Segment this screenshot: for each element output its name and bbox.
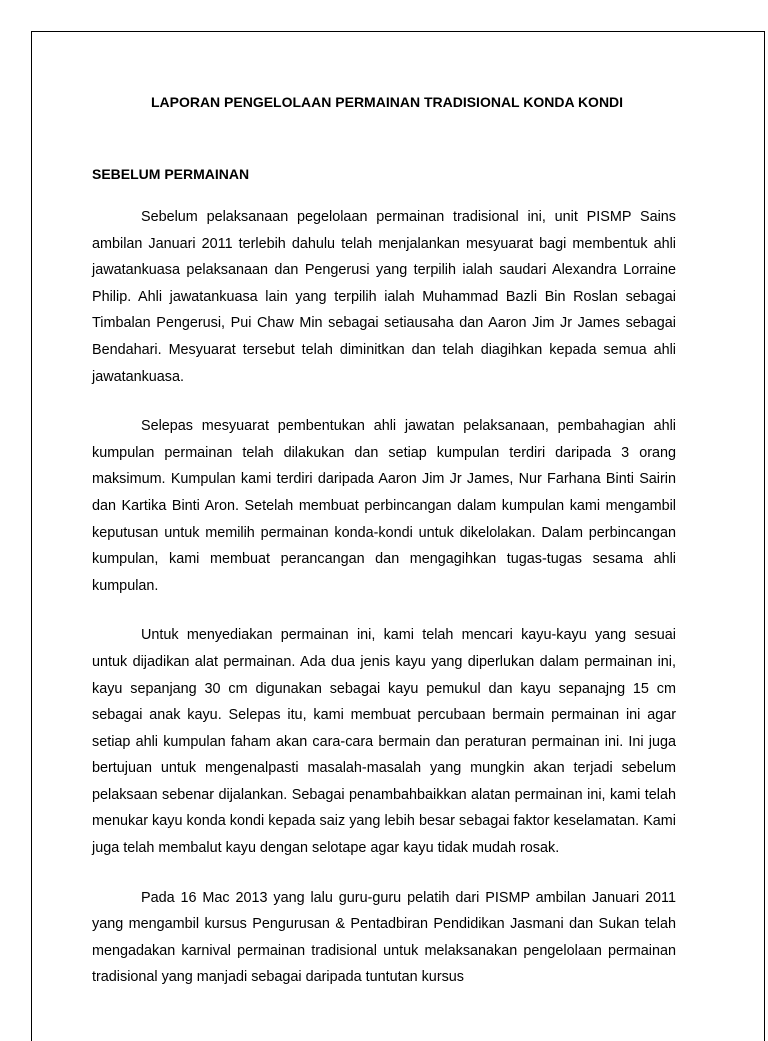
document-body	[92, 204, 676, 1014]
paragraph-2: Selepas mesyuarat pembentukan ahli jawatan pelaksanaan, pembahagian ahli kumpulan permainan telah dilakukan dan setiap kumpulan terdiri daripada 3 orang maksimum. Kumpulan kami terdiri daripada Aaron Jim Jr James, Nur Farhana Binti Sairin dan Kartika Binti Aron. Setelah membuat perbincangan dalam kumpulan kami mengambil keputusan untuk memilih permainan konda-kondi untuk dikelolakan. Dalam perbincangan kumpulan, kami membuat perancangan dan mengagihkan tugas-tugas sesama ahli kumpulan.	[92, 418, 676, 594]
document-title: LAPORAN PENGELOLAAN PERMAINAN TRADISIONAL KONDA KONDI	[150, 94, 624, 110]
paragraph-3: Untuk menyediakan permainan ini, kami telah mencari kayu-kayu yang sesuai untuk dijadikan alat permainan. Ada dua jenis kayu yang diperlukan dalam permainan ini, kayu sepanjang 30 cm digunakan sebagai kayu pemukul dan kayu sepanajng 15 cm sebagai anak kayu. Selepas itu, kami membuat percubaan bermain permainan ini agar setiap ahli kumpulan faham akan cara-cara bermain dan peraturan permainan ini. Ini juga bertujuan untuk mengenalpasti masalah-masalah yang mungkin akan terjadi sebelum pelaksaan sebenar dijalankan. Sebagai penambahbaikkan alatan permainan ini, kami telah menukar kayu konda kondi kepada saiz yang lebih besar sebagai faktor keselamatan. Kami juga telah membalut kayu dengan selotape agar kayu tidak mudah rosak.	[92, 627, 676, 857]
section-heading: SEBELUM PERMAINAN	[92, 166, 250, 182]
document-page	[31, 31, 765, 1041]
paragraph-1: Sebelum pelaksanaan pegelolaan permainan tradisional ini, unit PISMP Sains ambilan Januari 2011 terlebih dahulu telah menjalankan mesyuarat bagi membentuk ahli jawatankuasa pelaksanaan dan Pengerusi yang terpilih ialah saudari Alexandra Lorraine Philip. Ahli jawatankuasa lain yang terpilih ialah Muhammad Bazli Bin Roslan sebagai Timbalan Pengerusi, Pui Chaw Min sebagai setiausaha dan Aaron Jim Jr James sebagai Bendahari. Mesyuarat tersebut telah diminitkan dan telah diagihkan kepada semua ahli jawatankuasa.	[92, 209, 676, 385]
paragraph-4: Pada 16 Mac 2013 yang lalu guru-guru pelatih dari PISMP ambilan Januari 2011 yang mengambil kursus Pengurusan & Pentadbiran Pendidikan Jasmani dan Sukan telah mengadakan karnival permainan tradisional untuk melaksanakan pengelolaan permainan tradisional yang manjadi sebagai daripada tuntutan kursus	[92, 889, 676, 986]
